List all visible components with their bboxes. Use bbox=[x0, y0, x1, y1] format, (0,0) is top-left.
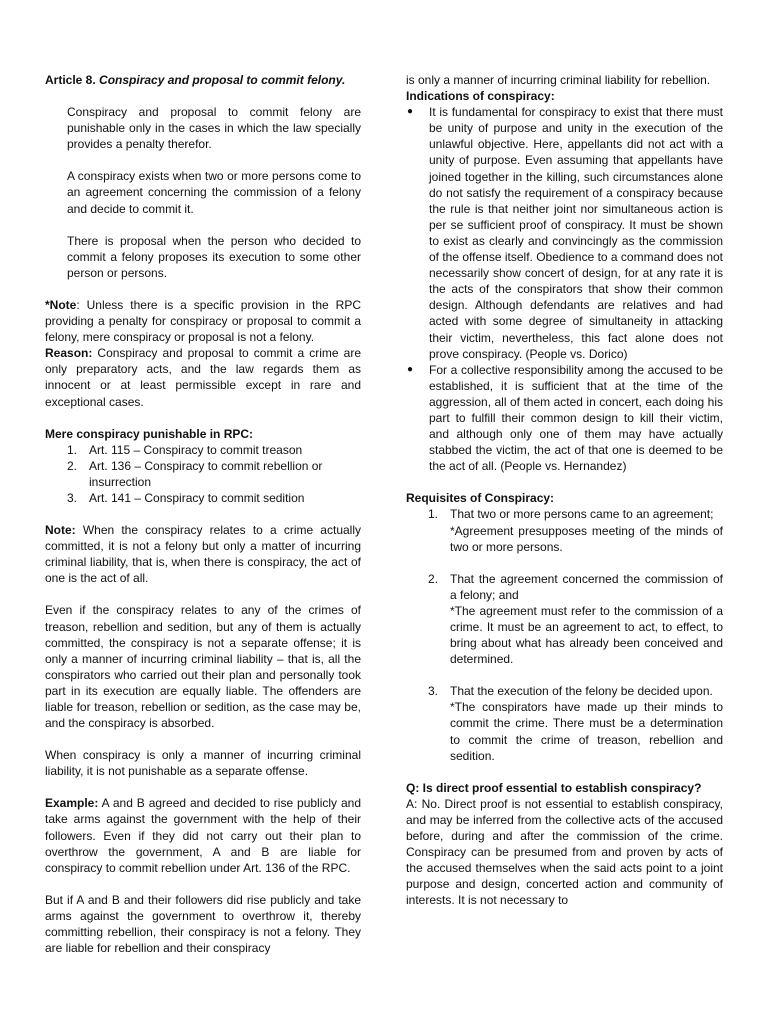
indications-heading: Indications of conspiracy: bbox=[406, 89, 555, 104]
paragraph-but-if: But if A and B and their followers did rise publicly and take arms against the government to overthrow it, thereby committing rebellion, their conspiracy is not a felony. They are liable for rebellion and their conspiracy bbox=[45, 892, 361, 956]
list-item: 2. Art. 136 – Conspiracy to commit rebellion or insurrection bbox=[67, 458, 323, 489]
requisite-text: That the agreement concerned the commission of a felony; and bbox=[450, 571, 723, 602]
list-item: 2. That the agreement concerned the commission of a felony; and *The agreement must refer to the commission of a crime. It must be an agreement to act, to effect, to bring about what has already been conceived and determined. bbox=[428, 571, 723, 667]
paragraph-proposal-definition: There is proposal when the person who decided to commit a felony proposes its execution to some other person or persons. bbox=[67, 233, 361, 280]
question-heading: Q: Is direct proof essential to establish conspiracy? bbox=[406, 780, 702, 795]
note2-paragraph bbox=[45, 522, 361, 586]
list-item: ● For a collective responsibility among the accused to be established, it is sufficient that at the time of the aggression, all of them acted in concert, each doing his part to fulfill their common design to kill their victim, and although only one of them may have actually stabbed the victim, the act of that one is deemed to be the act of all. (People vs. Hernandez) bbox=[407, 362, 723, 474]
paragraph-conspiracy-definition: A conspiracy exists when two or more persons come to an agreement concerning the commission of a felony and decide to commit it. bbox=[67, 169, 361, 216]
note2-label: Note: bbox=[45, 523, 76, 538]
answer-paragraph: A: No. Direct proof is not essential to establish conspiracy, and may be inferred from the collective acts of the accused before, during and after the commission of the crime. Conspiracy can be presumed from and proven by acts of the accused themselves when the said acts point to a joint purpose and design, concerted action and community of interests. It is not necessary to bbox=[406, 796, 723, 908]
note-text: : Unless there is a specific provision in the RPC providing a penalty for conspiracy or proposal to commit a felony, mere conspiracy or proposal is not a felony. bbox=[45, 297, 361, 345]
note-paragraph bbox=[45, 297, 361, 345]
bullet-icon: ● bbox=[407, 106, 414, 118]
right-column bbox=[406, 72, 723, 909]
paragraph-when-conspiracy: When conspiracy is only a manner of incurring criminal liability, it is not punishable as a separate offense. bbox=[45, 748, 361, 779]
bullet-icon: ● bbox=[407, 363, 414, 375]
requisite-note: *Agreement presupposes meeting of the minds of two or more persons. bbox=[450, 523, 723, 554]
list-item: 3. That the execution of the felony be decided upon. *The conspirators have made up their minds to commit the crime. There must be a determination to commit the crime of treason, rebellion and sedition. bbox=[428, 684, 723, 763]
note2-text: When the conspiracy relates to a crime actually committed, it is not a felony but only a matter of incurring criminal liability, that is, when there is conspiracy, the act of one is the act of all. bbox=[45, 523, 361, 586]
example-paragraph bbox=[45, 795, 361, 875]
reason-paragraph bbox=[45, 345, 361, 409]
left-column bbox=[45, 72, 361, 956]
list-item: 3. Art. 141 – Conspiracy to commit sedition bbox=[67, 490, 305, 505]
example-text: A and B agreed and decided to rise publicly and take arms against the government with the help of their followers. Even if they did not carry out their plan to overthrow the government, A and B are liable for conspiracy to commit rebellion under Art. 136 of the RPC. bbox=[45, 796, 361, 875]
requisite-note: *The conspirators have made up their minds to commit the crime. There must be a determination to commit the crime of treason, rebellion and sedition. bbox=[450, 700, 723, 763]
article-heading bbox=[45, 72, 361, 88]
article-label: Article 8. bbox=[45, 73, 96, 87]
paragraph-punishable: Conspiracy and proposal to commit felony are punishable only in the cases in which the law specially provides a penalty therefor. bbox=[67, 105, 361, 152]
example-label: Example: bbox=[45, 796, 99, 811]
list-item: 1. Art. 115 – Conspiracy to commit treason bbox=[67, 442, 303, 457]
mere-conspiracy-list bbox=[45, 442, 361, 506]
requisite-note: *The agreement must refer to the commission of a crime. It must be an agreement to act, to effect, to bring about what has already been conceived and determined. bbox=[450, 603, 723, 667]
list-item: 1. That two or more persons came to an agreement; *Agreement presupposes meeting of the minds of two or more persons. bbox=[428, 507, 723, 554]
note-label: *Note bbox=[45, 297, 77, 312]
requisites-heading: Requisites of Conspiracy: bbox=[406, 491, 555, 506]
list-item: ● It is fundamental for conspiracy to exist that there must be unity of purpose and unity in the execution of the unlawful objective. Here, appellants did not act with a unity of purpose. Even assuming that appellants have joined together in the killing, such circumstances alone do not satisfy the requirement of a conspiracy because the rule is that neither joint nor simultaneous action is per se sufficient proof of conspiracy. It must be shown to exist as clearly and convincingly as the commission of the offense itself. Obedience to a command does not necessarily show concert of design, for at any rate it is the acts of the conspirators that show their common design. Although defendants are relatives and had acted with some degree of simultaneity in attacking their victim, nevertheless, this fact alone does not prove conspiracy. (People vs. Dorico) bbox=[407, 105, 723, 361]
requisite-text: That the execution of the felony be decided upon. bbox=[450, 684, 713, 699]
reason-text: Conspiracy and proposal to commit a crime are only preparatory acts, and the law regards them as innocent or at least permissible except in rare and exceptional cases. bbox=[45, 346, 361, 409]
article-title: Conspiracy and proposal to commit felony. bbox=[99, 73, 346, 87]
indications-list bbox=[406, 104, 723, 474]
mere-conspiracy-heading: Mere conspiracy punishable in RPC: bbox=[45, 426, 254, 441]
requisites-list bbox=[406, 506, 723, 763]
continuation-text: is only a manner of incurring criminal liability for rebellion. bbox=[406, 73, 711, 87]
requisite-text: That two or more persons came to an agreement; bbox=[450, 507, 714, 522]
reason-label: Reason: bbox=[45, 346, 93, 361]
paragraph-even-if: Even if the conspiracy relates to any of the crimes of treason, rebellion and sedition, but any of them is actually committed, the conspiracy is not a separate offense; it is only a manner of incurring criminal liability – that is, all the conspirators who carried out their plan and personally took part in its execution are equally liable. The offenders are liable for treason, rebellion or sedition, as the case may be, and the conspiracy is absorbed. bbox=[45, 603, 361, 731]
